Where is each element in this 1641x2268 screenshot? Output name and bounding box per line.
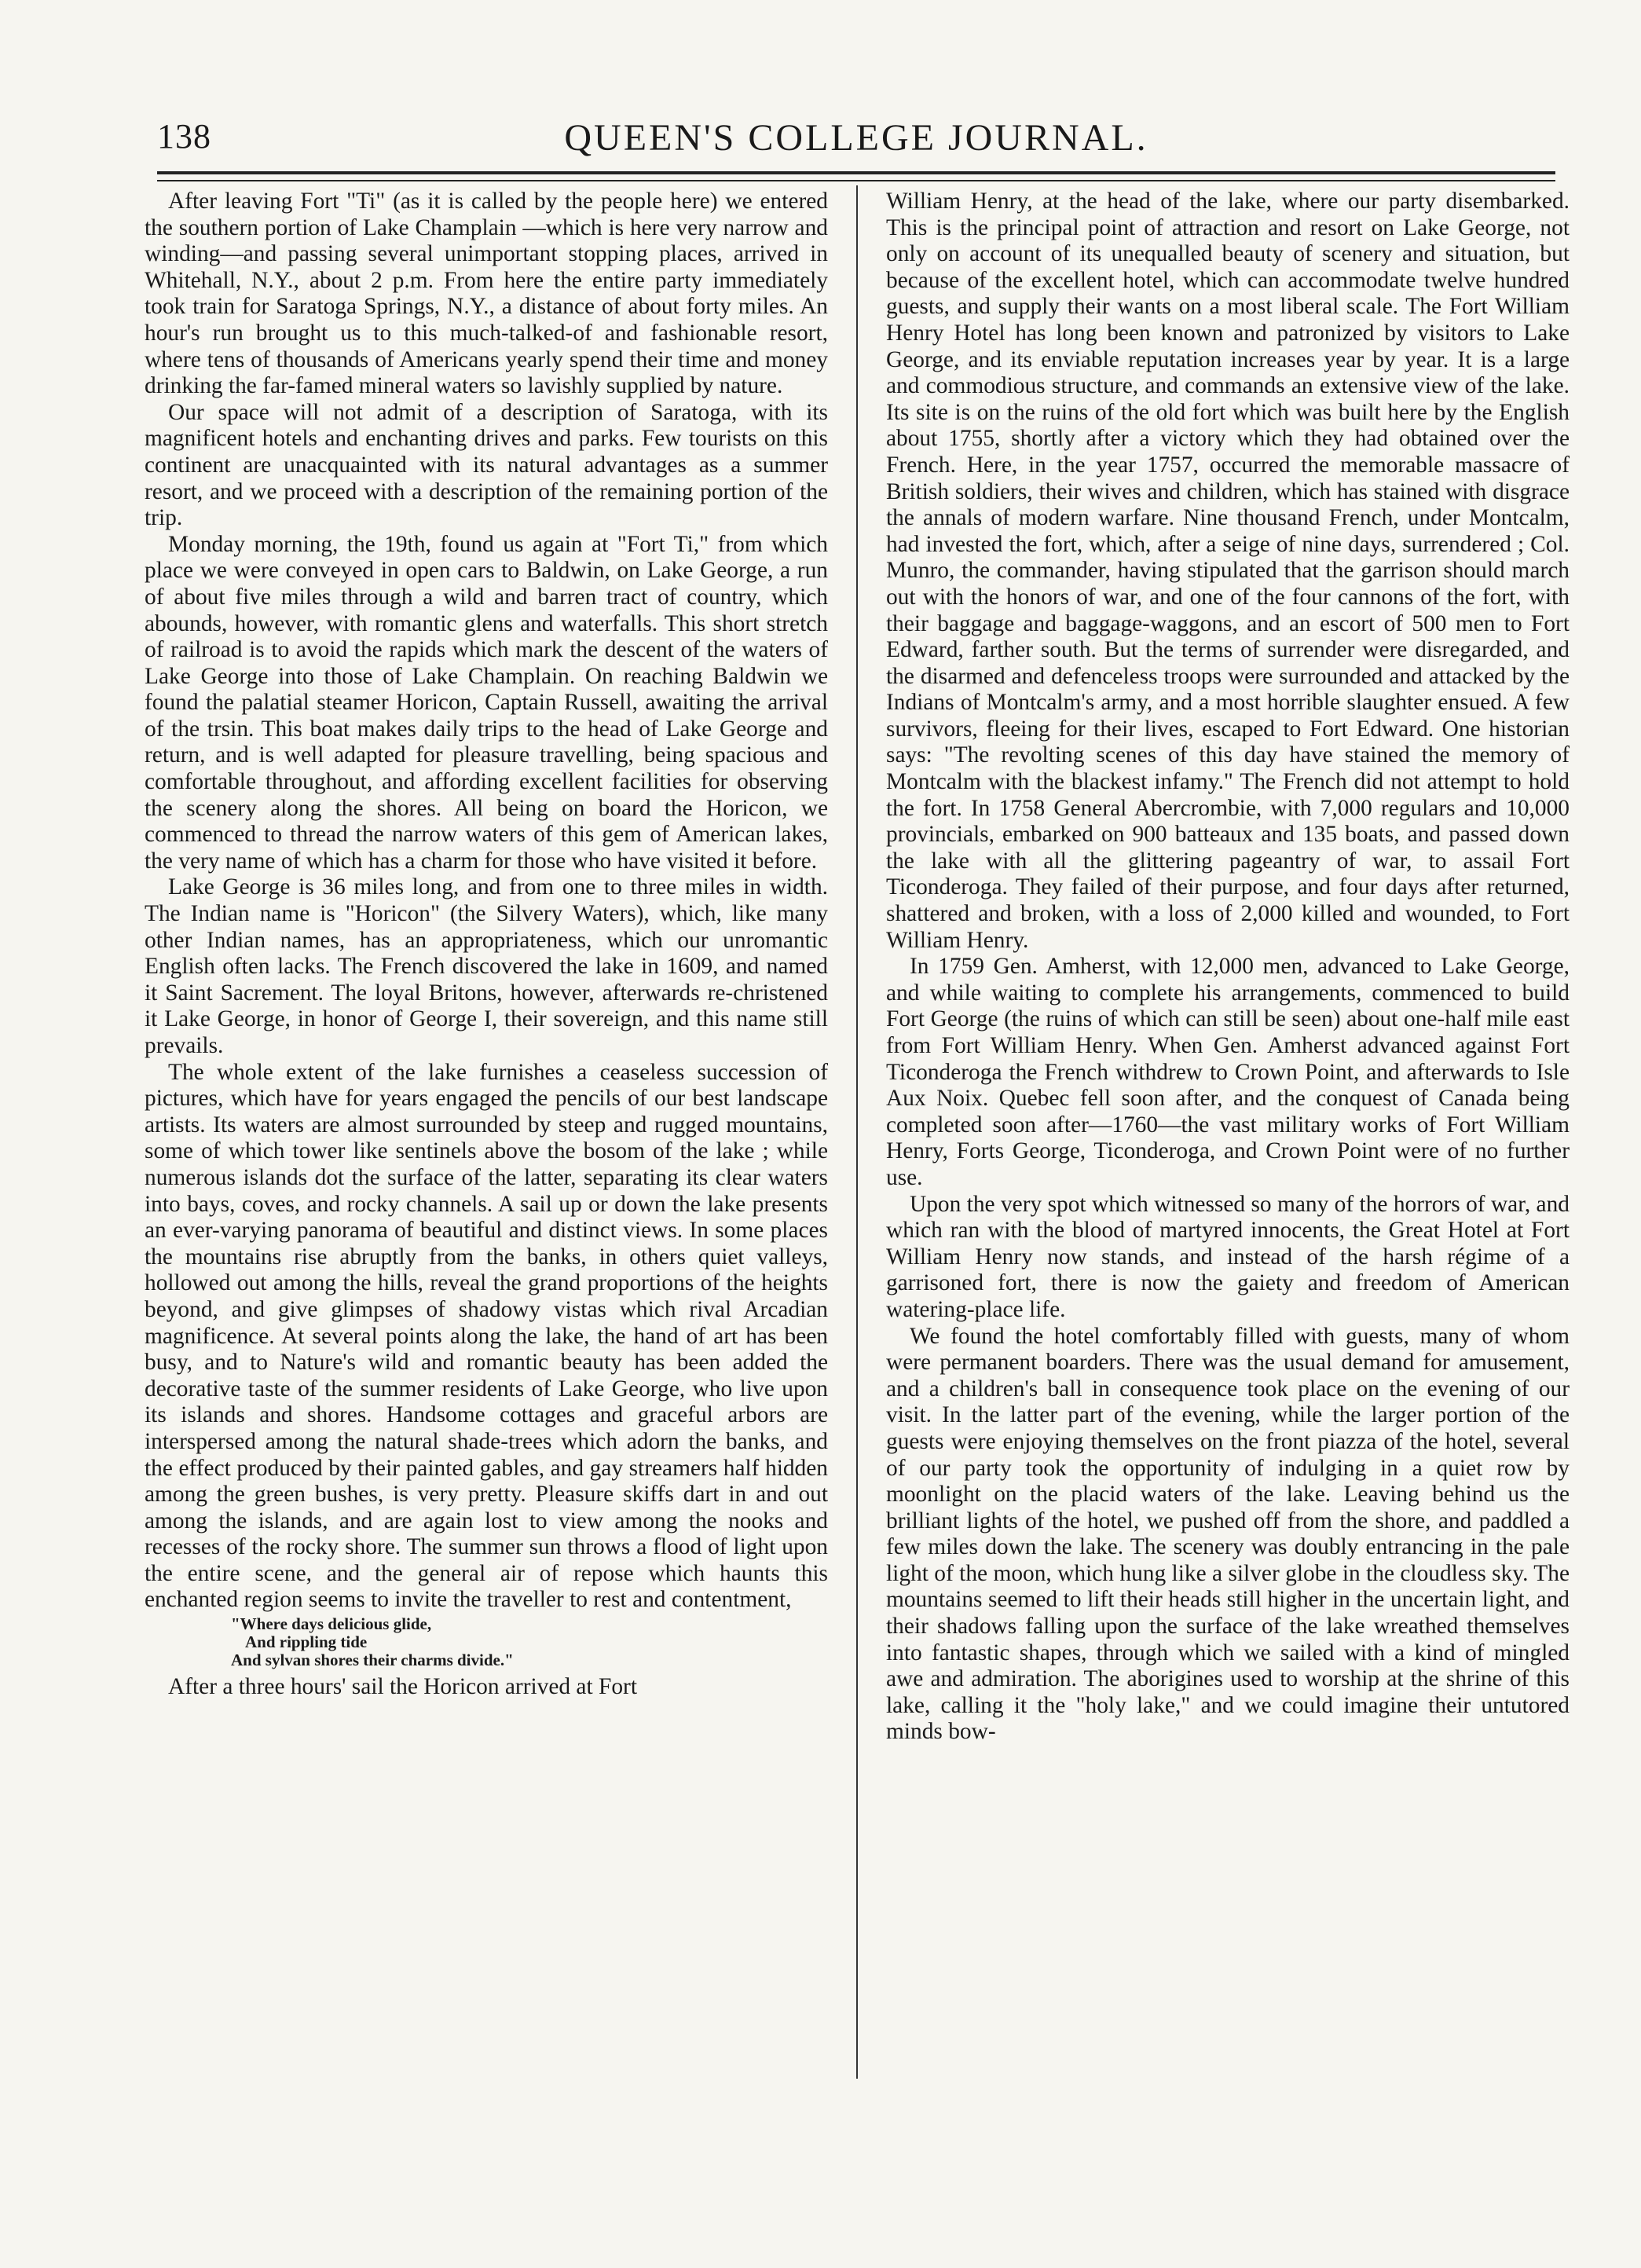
paragraph: The whole extent of the lake furnishes a ceaseless succession of pictures, which have for years engaged the pencils of our best landscape artists. Its waters are almost surrounded by steep and rugged mountains, some of which tower like sentinels above the bosom of the lake ; while numerous islands dot the surface of the latter, separating its clear waters into bays, coves, and rocky channels. A sail up or down the lake presents an ever-varying panorama of beautiful and distinct views. In some places the mountains rise abruptly from the banks, in others quiet valleys, hollowed out among the hills, reveal the grand proportions of the heights beyond, and give glimpses of shadowy vistas which rival Arcadian magnificence. At several points along the lake, the hand of art has been busy, and to Nature's wild and romantic beauty has been added the decorative taste of the summer residents of Lake George, who live upon its islands and shores. Handsome cottages and graceful arbors are interspersed among the natural shade-trees which adorn the banks, and the effect produced by their painted gables, and gay streamers half hidden among the green bushes, is very pretty. Pleasure skiffs dart in and out among the islands, and are again lost to view among the nooks and recesses of the rocky shore. The summer sun throws a flood of light upon the entire scene, and the general air of repose which haunts this enchanted region seems to invite the traveller to rest and contentment,	[145, 1059, 828, 1613]
header-rule-thick	[157, 171, 1555, 174]
right-column	[886, 189, 1570, 1746]
header-rule-thin	[157, 180, 1555, 181]
left-column	[145, 189, 828, 1701]
poem-line: "Where days delicious glide,	[231, 1614, 432, 1634]
paragraph: Lake George is 36 miles long, and from one to three miles in width. The Indian name is "Horicon" (the Silvery Waters), which, like many other Indian names, has an appropriateness, which our unromantic English often lacks. The French discovered the lake in 1609, and named it Saint Sacrement. The loyal Britons, however, afterwards re-christened it Lake George, in honor of George I, their sovereign, and this name still prevails.	[145, 874, 828, 1058]
column-divider	[856, 185, 858, 2079]
poem-line: And rippling tide	[245, 1632, 368, 1652]
page-number: 138	[157, 117, 211, 156]
paragraph: Monday morning, the 19th, found us again at "Fort Ti," from which place we were conveyed in open cars to Baldwin, on Lake George, a run of about five miles through a wild and barren tract of country, which abounds, however, with romantic glens and waterfalls. This short stretch of railroad is to avoid the rapids which mark the descent of the waters of Lake George into those of Lake Champlain. On reaching Baldwin we found the palatial steamer Horicon, Captain Russell, awaiting the arrival of the trsin. This boat makes daily trips to the head of Lake George and return, and is well adapted for pleasure travelling, being spacious and comfortable throughout, and affording excellent facilities for observing the scenery along the shores. All being on board the Horicon, we commenced to thread the narrow waters of this gem of American lakes, the very name of which has a charm for those who have visited it before.	[145, 531, 828, 874]
poem-quote	[231, 1615, 828, 1669]
poem-line: And sylvan shores their charms divide."	[231, 1651, 514, 1670]
paragraph: After a three hours' sail the Horicon arrived at Fort	[168, 1674, 637, 1700]
page-header	[157, 110, 1555, 165]
paragraph: We found the hotel comfortably filled with guests, many of whom were permanent boarders. There was the usual demand for amusement, and a children's ball in consequence took place on the evening of our visit. In the latter part of the evening, while the larger portion of the guests were enjoying themselves on the front piazza of the hotel, several of our party took the opportunity of indulging in a quiet row by moonlight on the placid waters of the lake. Leaving behind us the brilliant lights of the hotel, we pushed off from the shore, and paddled a few miles down the lake. The scenery was doubly entrancing in the pale light of the moon, which hung like a silver globe in the cloudless sky. The mountains seemed to lift their heads still higher in the uncertain light, and their shadows falling upon the surface of the lake wreathed themselves into fantastic shapes, through which we sailed with a kind of mingled awe and admiration. The aborigines used to worship at the shrine of this lake, calling it the "holy lake," and we could imagine their untutored minds bow-	[886, 1323, 1570, 1745]
paragraph: In 1759 Gen. Amherst, with 12,000 men, advanced to Lake George, and while waiting to complete his arrangements, commenced to build Fort George (the ruins of which can still be seen) about one-half mile east from Fort William Henry. When Gen. Amherst advanced against Fort Ticonderoga the French withdrew to Crown Point, and afterwards to Isle Aux Noix. Quebec fell soon after, and the conquest of Canada being completed soon after—1760—the vast military works of Fort William Henry, Forts George, Ticonderoga, and Crown Point were of no further use.	[886, 954, 1570, 1190]
journal-title: QUEEN'S COLLEGE JOURNAL.	[564, 117, 1148, 159]
paragraph: After leaving Fort "Ti" (as it is called by the people here) we entered the southern portion of Lake Champlain —which is here very narrow and winding—and passing several unimportant stopping places, arrived in Whitehall, N.Y., about 2 p.m. From here the entire party immediately took train for Saratoga Springs, N.Y., a distance of about forty miles. An hour's run brought us to this much-talked-of and fashionable resort, where tens of thousands of Americans yearly spend their time and money drinking the far-famed mineral waters so lavishly supplied by nature.	[145, 189, 828, 399]
paragraph: William Henry, at the head of the lake, where our party disembarked. This is the principal point of attraction and resort on Lake George, not only on account of its unequalled beauty of scenery and situation, but because of the excellent hotel, which can accommodate twelve hundred guests, and supply their wants on a most liberal scale. The Fort William Henry Hotel has long been known and patronized by visitors to Lake George, and its enviable reputation increases year by year. It is a large and commodious structure, and commands an extensive view of the lake. Its site is on the ruins of the old fort which was built here by the English about 1755, shortly after a victory which they had obtained over the French. Here, in the year 1757, occurred the memorable massacre of British soldiers, their wives and children, which has stained with disgrace the annals of modern warfare. Nine thousand French, under Montcalm, had invested the fort, which, after a seige of nine days, surrendered ; Col. Munro, the commander, having stipulated that the garrison should march out with the honors of war, and one of the four cannons of the fort, with their baggage and baggage-waggons, and an escort of 500 men to Fort Edward, farther south. But the terms of surrender were disregarded, and the disarmed and defenceless troops were surrounded and attacked by the Indians of Montcalm's army, and a most horrible slaughter ensued. A few survivors, fleeing for their lives, escaped to Fort Edward. One historian says: "The revolting scenes of this day have stained the memory of Montcalm with the blackest infamy." The French did not attempt to hold the fort. In 1758 General Abercrombie, with 7,000 regulars and 10,000 provincials, embarked on 900 batteaux and 135 boats, and passed down the lake with all the glittering pageantry of war, to assail Fort Ticonderoga. They failed of their purpose, and four days after returned, shattered and broken, with a loss of 2,000 killed and wounded, to Fort William Henry.	[886, 189, 1570, 953]
paragraph: Our space will not admit of a description of Saratoga, with its magnificent hotels and enchanting drives and parks. Few tourists on this continent are unacquainted with its natural advantages as a summer resort, and we proceed with a description of the remaining portion of the trip.	[145, 399, 828, 531]
paragraph: Upon the very spot which witnessed so many of the horrors of war, and which ran with the blood of martyred innocents, the Great Hotel at Fort William Henry now stands, and instead of the harsh régime of a garrisoned fort, there is now the gaiety and freedom of American watering-place life.	[886, 1191, 1570, 1322]
